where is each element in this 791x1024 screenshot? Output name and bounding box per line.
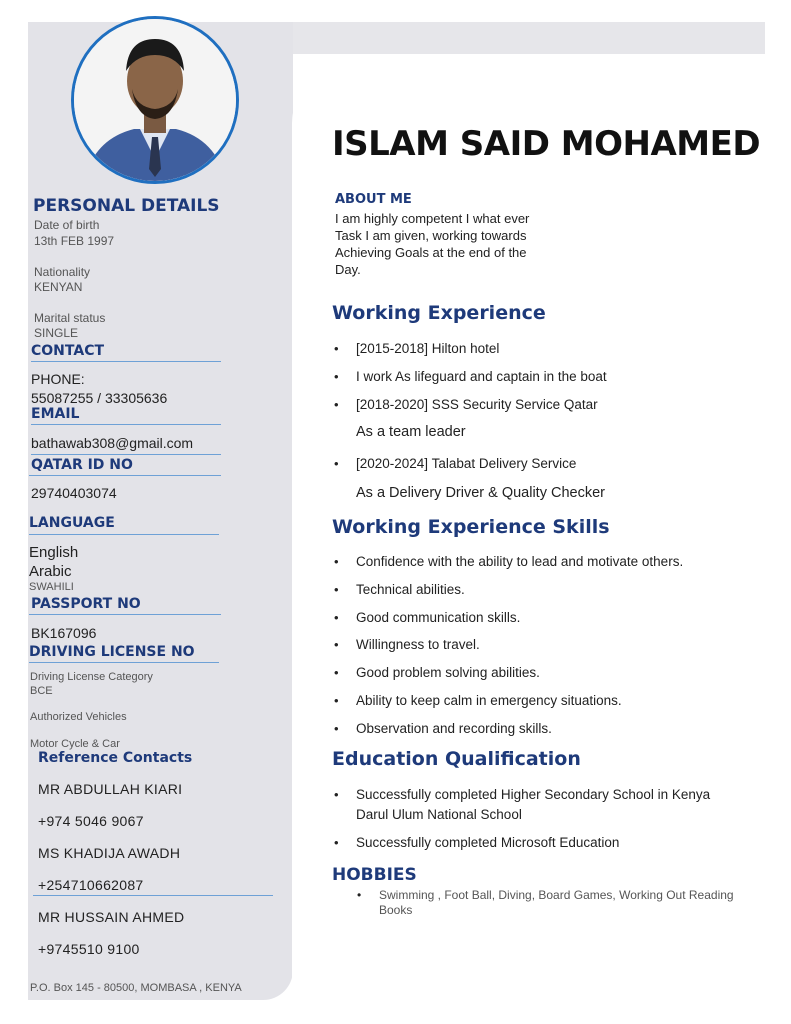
reference-name: MR HUSSAIN AHMED [38,909,185,925]
experience-role: As a team leader [356,424,466,440]
email-divider [31,424,221,425]
email-bottom-divider [31,454,221,455]
language-swahili: SWAHILI [29,581,74,593]
education-heading: Education Qualification [332,748,581,770]
reference-phone: +9745510 9100 [38,941,140,957]
authorized-vehicles-value: Motor Cycle & Car [30,738,120,750]
profile-photo [71,16,239,184]
experience-role: As a Delivery Driver & Quality Checker [356,485,605,501]
postal-address: P.O. Box 145 - 80500, MOMBASA , KENYA [30,982,242,994]
phone-value: 55087255 / 33305636 [31,390,168,406]
dob-label: Date of birth [34,218,100,232]
about-me-heading: ABOUT ME [335,192,412,207]
skill-item: • Technical abilities. [356,582,465,597]
education-item: • Successfully completed Microsoft Education [356,835,619,850]
person-portrait-icon [74,19,236,181]
contact-heading: CONTACT [31,343,105,359]
skill-item: • Good communication skills. [356,610,520,625]
language-divider [29,534,219,535]
skill-item: • Confidence with the ability to lead and motivate others. [356,554,683,569]
driving-license-heading: DRIVING LICENSE NO [29,644,195,660]
experience-item: • [2020-2024] Talabat Delivery Service [356,456,576,471]
reference-contacts-heading: Reference Contacts [38,750,193,766]
reference-divider [33,895,273,896]
hobbies-text: • Swimming , Foot Ball, Diving, Board Games, Working Out Reading Books [379,888,739,918]
language-english: English [29,544,79,561]
contact-divider [31,361,221,362]
experience-item: • [2018-2020] SSS Security Service Qatar [356,397,598,412]
dob-value: 13th FEB 1997 [34,234,115,248]
passport-value: BK167096 [31,625,97,641]
nationality-label: Nationality [34,265,91,279]
reference-phone: +974 5046 9067 [38,813,144,829]
personal-details-heading: PERSONAL DETAILS [33,196,220,216]
driving-category-label: Driving License Category [30,671,153,683]
qatar-id-divider [29,475,221,476]
language-heading: LANGUAGE [29,515,115,531]
driving-license-divider [29,662,219,663]
education-school: Darul Ulum National School [356,807,522,822]
about-me-line: Day. [335,262,361,277]
experience-item: • I work As lifeguard and captain in the boat [356,369,607,384]
about-me-line: I am highly competent I what ever [335,211,530,226]
phone-label: PHONE: [31,371,85,387]
skill-item: • Good problem solving abilities. [356,665,540,680]
marital-value: SINGLE [34,326,79,340]
skill-item: • Observation and recording skills. [356,721,552,736]
reference-name: MR ABDULLAH KIARI [38,781,183,797]
page-title: ISLAM SAID MOHAMED [332,124,761,164]
skills-heading: Working Experience Skills [332,516,610,538]
language-arabic: Arabic [29,563,72,580]
reference-phone: +254710662087 [38,877,144,893]
qatar-id-value: 29740403074 [31,485,117,501]
passport-heading: PASSPORT NO [31,596,141,612]
skill-item: • Willingness to travel. [356,637,480,652]
qatar-id-heading: QATAR ID NO [31,457,133,473]
experience-item: • [2015-2018] Hilton hotel [356,341,499,356]
authorized-vehicles-label: Authorized Vehicles [30,711,127,723]
about-me-line: Task I am given, working towards [335,228,527,243]
education-item: • Successfully completed Higher Secondary School in Kenya [356,787,710,802]
hobbies-heading: HOBBIES [332,865,417,885]
email-value[interactable]: bathawab308@gmail.com [31,435,194,451]
skill-item: • Ability to keep calm in emergency situations. [356,693,622,708]
working-experience-heading: Working Experience [332,302,546,324]
driving-category-value: BCE [30,685,53,697]
marital-label: Marital status [34,311,106,325]
about-me-line: Achieving Goals at the end of the [335,245,527,260]
email-heading: EMAIL [31,406,80,422]
passport-divider [29,614,221,615]
nationality-value: KENYAN [34,280,83,294]
reference-name: MS KHADIJA AWADH [38,845,181,861]
